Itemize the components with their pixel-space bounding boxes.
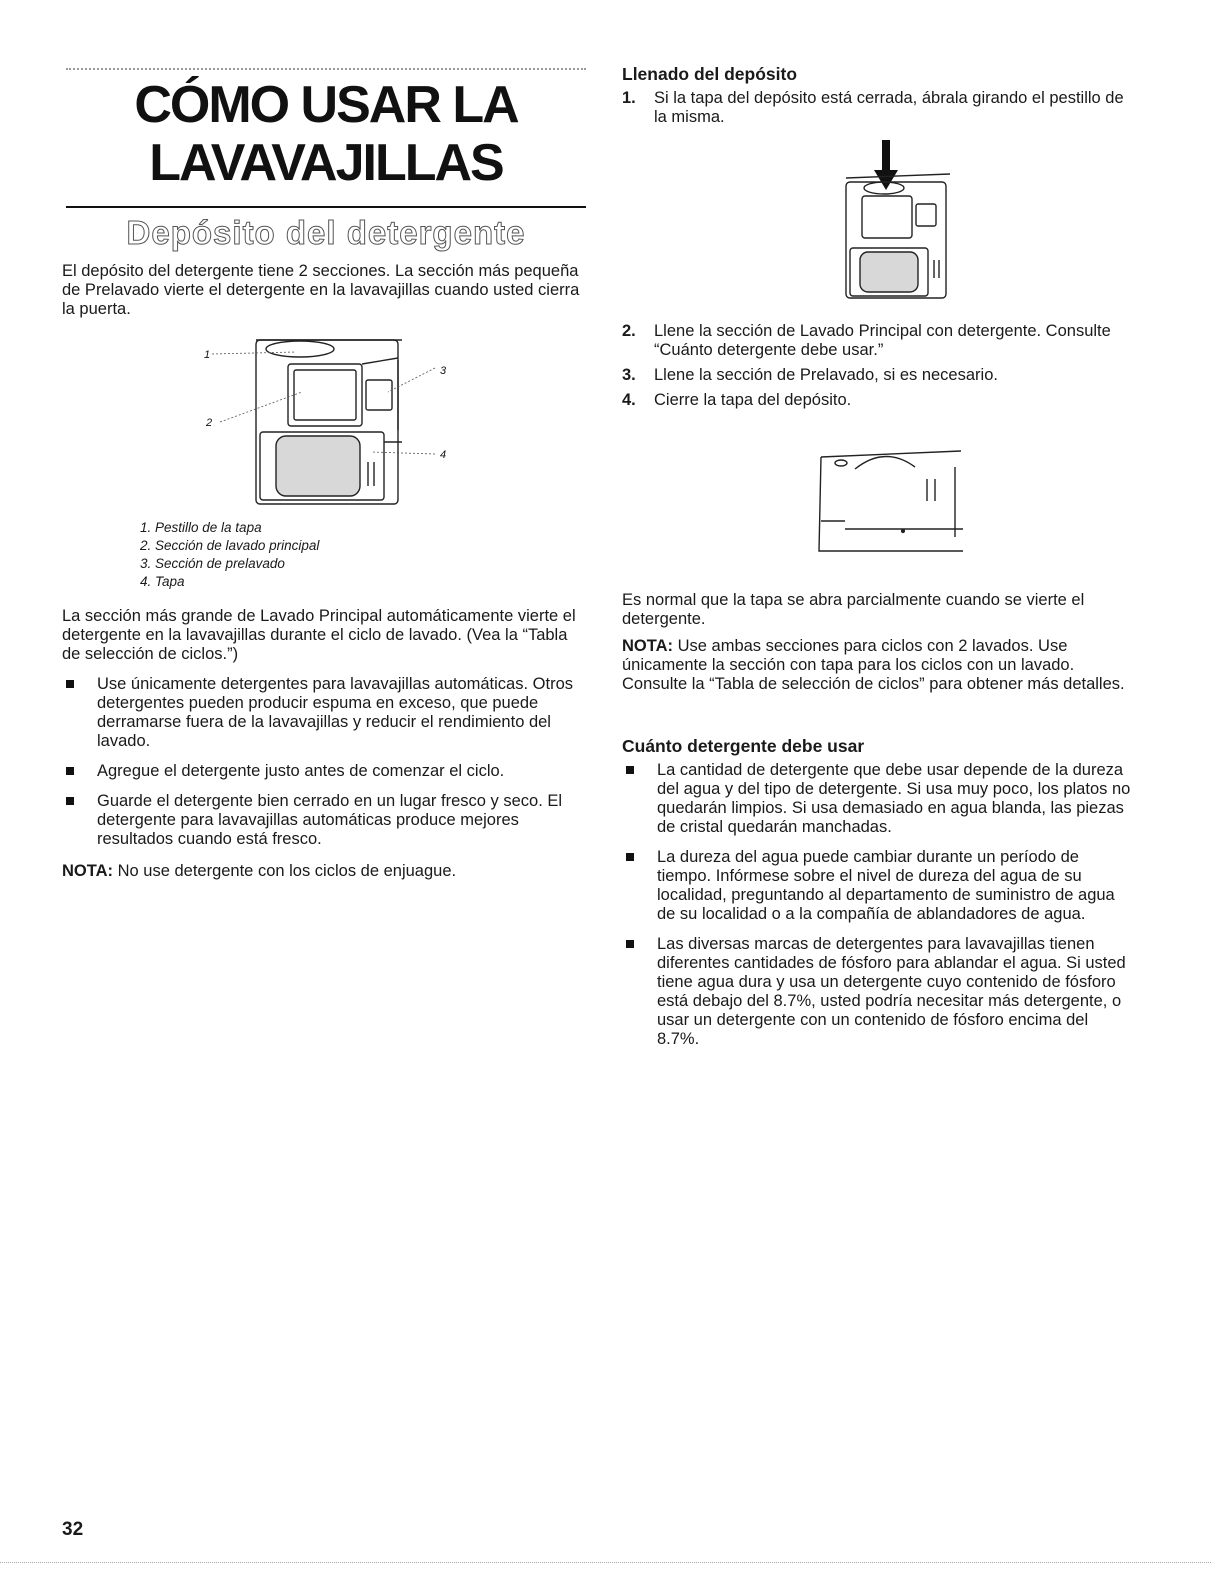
caption-item: 2. Sección de lavado principal [140, 538, 320, 553]
left-bullet-list [62, 675, 587, 860]
title-line-2: LAVAVAJILLAS [149, 134, 503, 192]
left-note [62, 862, 587, 881]
main-wash-paragraph: La sección más grande de Lavado Principal automáticamente vierte el detergente en la lavavajillas durante el ciclo de lavado. (Vea la “Tabla de selección de ciclos.”) [62, 607, 576, 663]
title-line-1: CÓMO USAR LA [134, 76, 518, 134]
step-text: Cierre la tapa del depósito. [654, 391, 852, 409]
list-item: Agregue el detergente justo antes de comenzar el ciclo. [62, 762, 587, 781]
section-subtitle: Depósito del detergente [126, 214, 526, 251]
step-text: Si la tapa del depósito está cerrada, ábrala girando el pestillo de la misma. [654, 89, 1124, 126]
top-dotted-rule [66, 68, 586, 70]
dispenser-diagram-latch [838, 140, 958, 305]
note-label: NOTA: [622, 637, 674, 655]
step-number: 2. [622, 322, 636, 340]
list-item: Las diversas marcas de detergentes para lavavajillas tienen diferentes cantidades de fósforo para ablandar el agua. Si usted tiene agua dura y usa un detergente cuyo contenido de fósforo está debajo del 8.7%, usted podría necesitar más detergente, o usar un detergente con un contenido de fósforo encima del 8.7%. [622, 935, 1132, 1049]
dispenser-diagram-open [190, 330, 470, 510]
callout-4: 4 [440, 449, 447, 461]
dispenser-diagram-closed [815, 447, 965, 557]
step-text: Llene la sección de Prelavado, si es necesario. [654, 366, 998, 384]
caption-item: 1. Pestillo de la tapa [140, 520, 262, 535]
list-item: Use únicamente detergentes para lavavajillas automáticas. Otros detergentes pueden producir espuma en exceso, que puede derramarse fuera de la lavavajillas y reducir el rendimiento del lavado. [62, 675, 587, 751]
note-text: No use detergente con los ciclos de enjuague. [113, 862, 457, 880]
figure-caption-list [140, 519, 665, 591]
step-number: 1. [622, 89, 636, 107]
page-title [66, 76, 586, 192]
step-number: 4. [622, 391, 636, 409]
step-1 [622, 89, 1132, 133]
note-label: NOTA: [62, 862, 114, 880]
list-item: Guarde el detergente bien cerrado en un lugar fresco y seco. El detergente para lavavajillas automáticas produce mejores resultados cuando está fresco. [62, 792, 587, 849]
normal-paragraph: Es normal que la tapa se abra parcialmente cuando se vierte el detergente. [622, 591, 1085, 628]
step-text: Llene la sección de Lavado Principal con detergente. Consulte “Cuánto detergente debe usar.” [654, 322, 1111, 359]
bottom-dotted-rule [0, 1562, 1211, 1563]
callout-3: 3 [440, 365, 447, 377]
callout-1: 1 [204, 349, 211, 361]
heading-filling: Llenado del depósito [622, 64, 798, 84]
caption-item: 3. Sección de prelavado [140, 556, 285, 571]
caption-item: 4. Tapa [140, 574, 185, 589]
intro-paragraph: El depósito del detergente tiene 2 secciones. La sección más pequeña de Prelavado vierte el detergente en la lavavajillas cuando usted cierra la puerta. [62, 262, 580, 318]
steps-list [622, 322, 1132, 416]
step-number: 3. [622, 366, 636, 384]
note-text: Use ambas secciones para ciclos con 2 lavados. Use únicamente la sección con tapa para los ciclos con un lavado. Consulte la “Tabla de selección de ciclos” para obtener más detalles. [622, 637, 1125, 693]
heading-how-much: Cuánto detergente debe usar [622, 736, 865, 756]
page-number: 32 [62, 1519, 84, 1540]
title-rule [66, 206, 586, 208]
list-item: La dureza del agua puede cambiar durante un período de tiempo. Infórmese sobre el nivel de dureza del agua de su localidad, preguntando al departamento de suministro de agua de su localidad o a la compañía de ablandadores de agua. [622, 848, 1132, 924]
right-note [622, 637, 1132, 694]
list-item: La cantidad de detergente que debe usar depende de la dureza del agua y del tipo de detergente. Si usa muy poco, los platos no quedarán limpios. Si usa demasiado en agua blanda, las piezas de cristal quedarán manchadas. [622, 761, 1132, 837]
right-bullet-list [622, 761, 1132, 1060]
callout-2: 2 [206, 417, 213, 429]
